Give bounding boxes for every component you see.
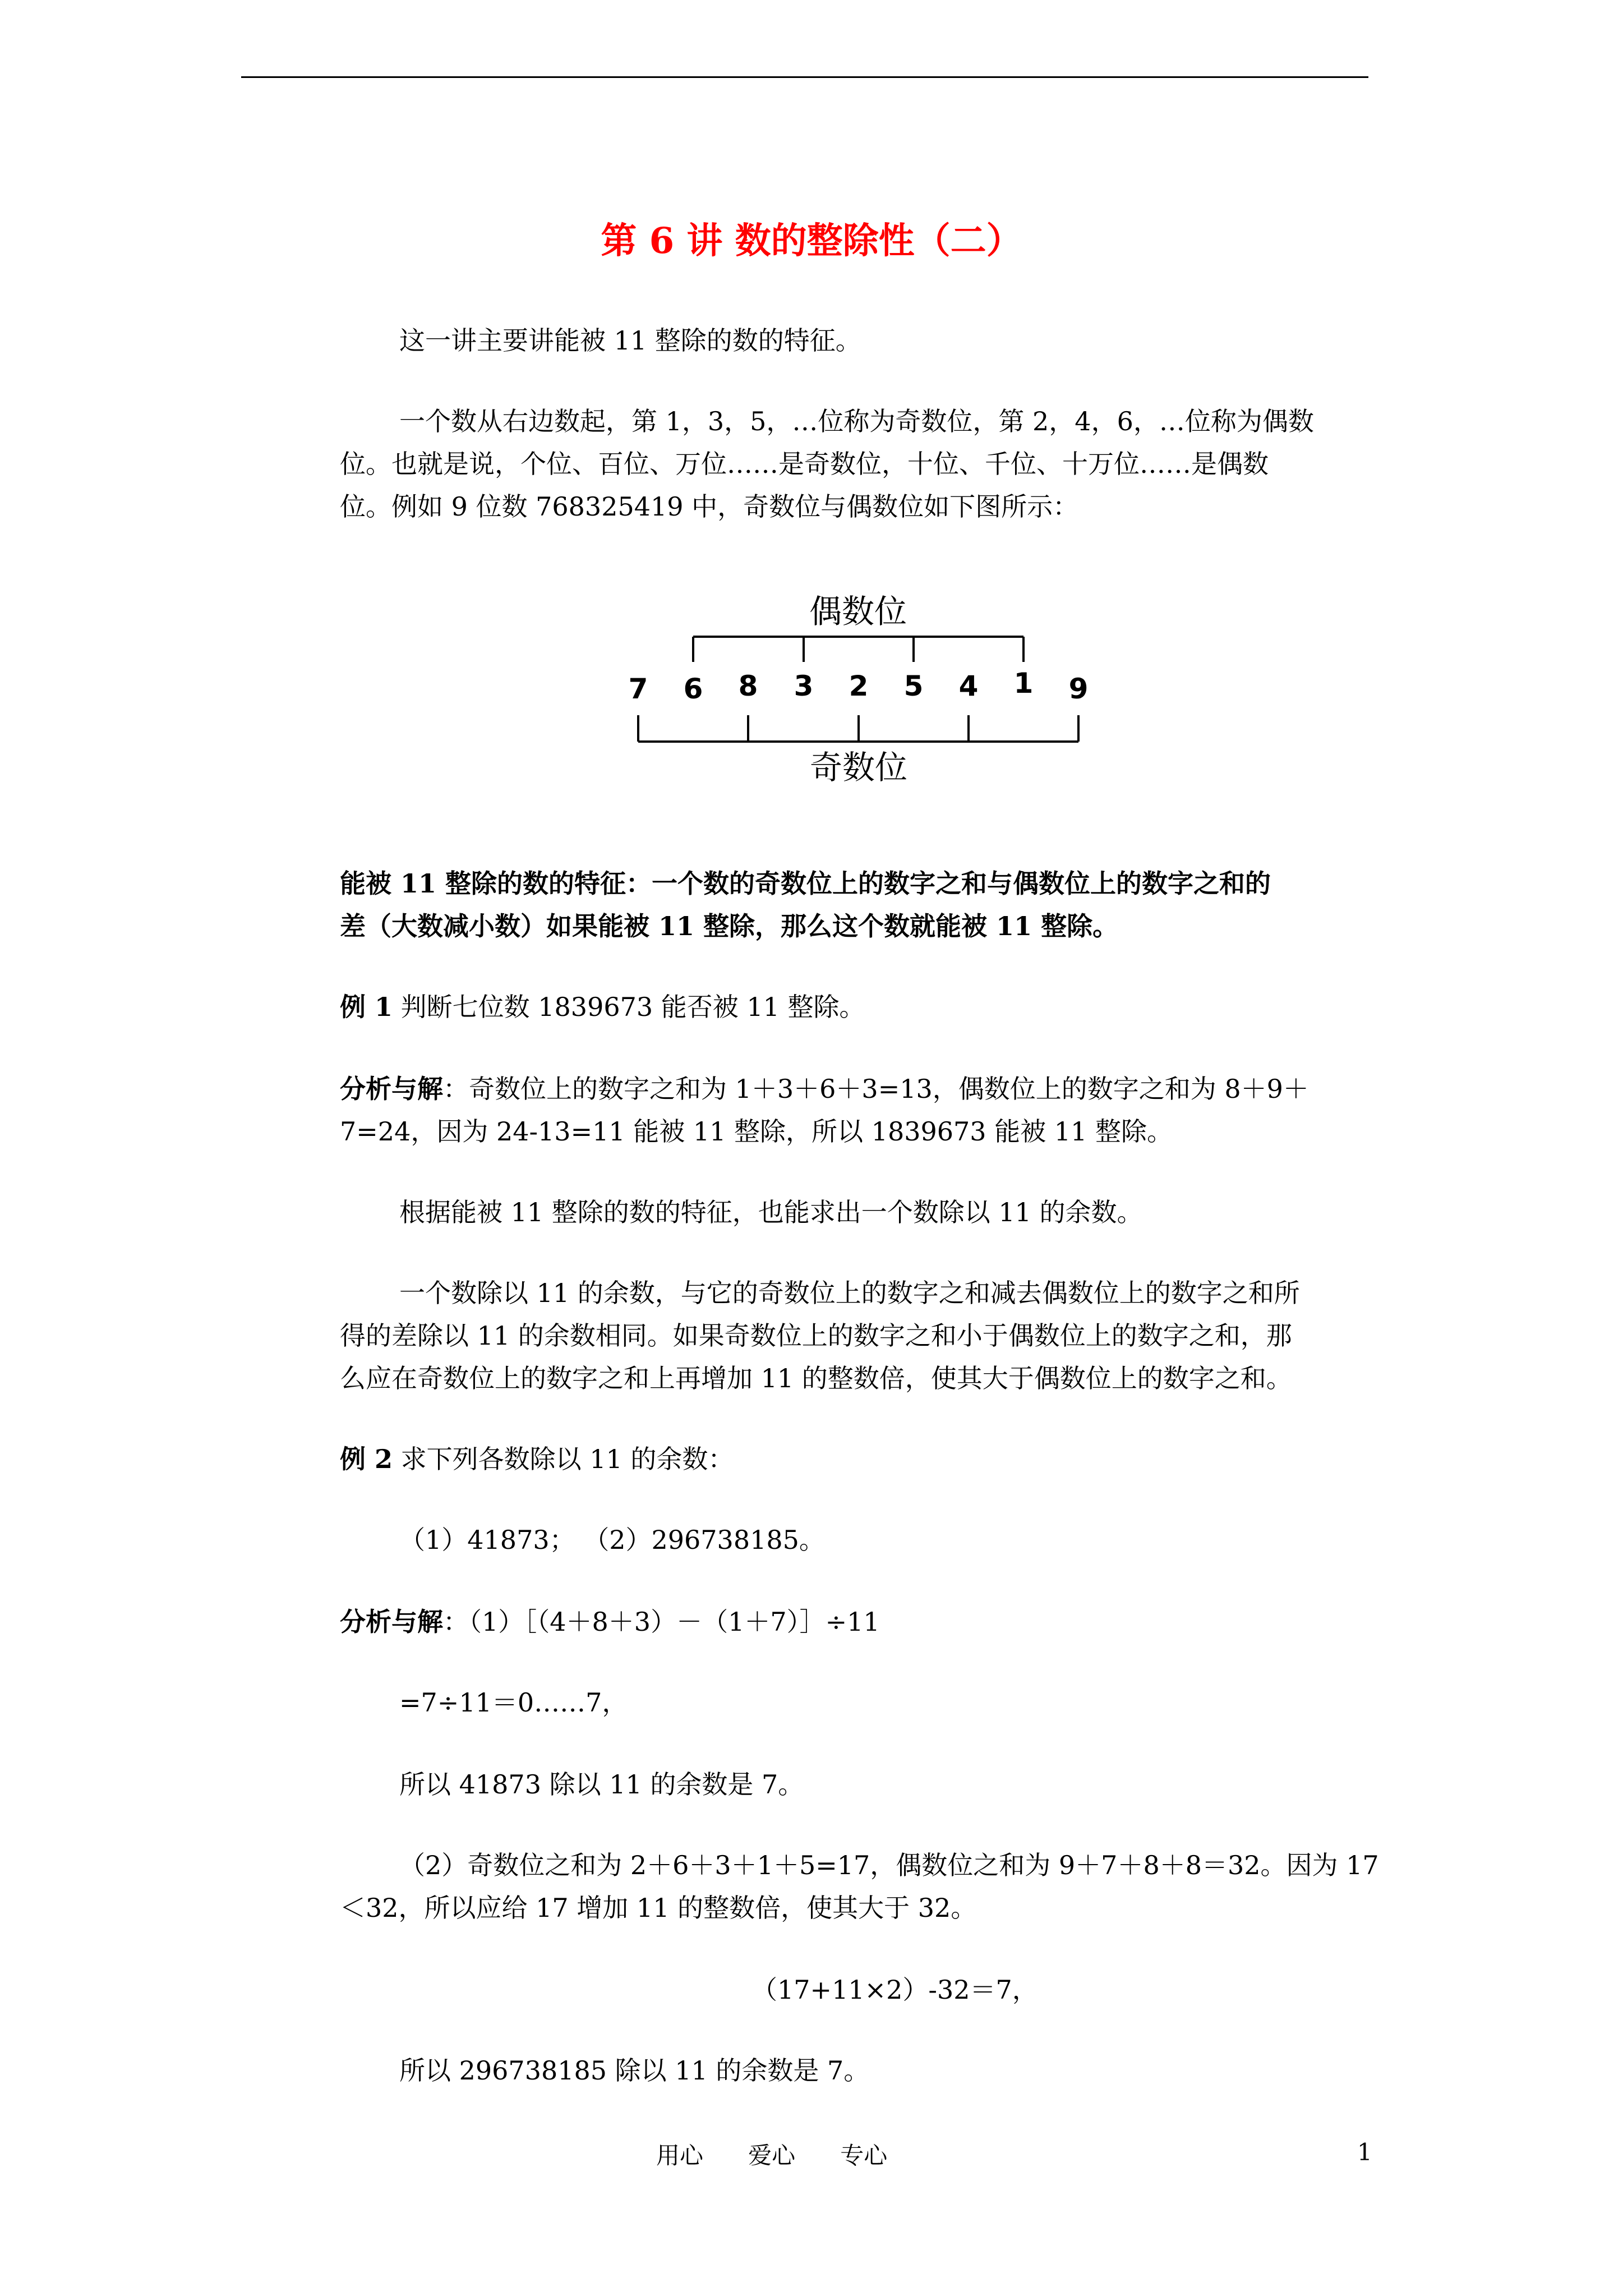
analysis-text: ：奇数位上的数字之和为 1＋3＋6＋3=13，偶数位上的数字之和为 8＋9＋ [443, 1074, 1309, 1104]
analysis-1-line: 7=24，因为 24-13=11 能被 11 整除，所以 1839673 能被 11 整除。 [340, 1116, 1173, 1147]
paragraph-line: 一个数除以 11 的余数，与它的奇数位上的数字之和减去偶数位上的数字之和所 [399, 1278, 1300, 1308]
analysis-2-line: 所以 41873 除以 11 的余数是 7。 [399, 1769, 804, 1800]
analysis-label: 分析与解 [340, 1074, 443, 1104]
paragraph: 根据能被 11 整除的数的特征，也能求出一个数除以 11 的余数。 [399, 1197, 1143, 1227]
paragraph-line: 位。例如 9 位数 768325419 中，奇数位与偶数位如下图所示： [340, 491, 1079, 522]
analysis-1-line [340, 1067, 1309, 1111]
example-text: 判断七位数 1839673 能否被 11 整除。 [393, 992, 865, 1022]
analysis-2-line: （2）奇数位之和为 2＋6＋3＋1＋5=17，偶数位之和为 9＋7＋8＋8＝32。因为 17 [399, 1850, 1379, 1880]
analysis-2-line [340, 1600, 880, 1644]
analysis-2-line: ＜32，所以应给 17 增加 11 的整数倍，使其大于 32。 [340, 1893, 977, 1923]
page-title: 第 6 讲 数的整除性（二） [601, 220, 1022, 262]
analysis-2-line: 所以 296738185 除以 11 的余数是 7。 [399, 2055, 870, 2086]
paragraph-line: 么应在奇数位上的数字之和上再增加 11 的整数倍，使其大于偶数位上的数字之和。 [340, 1363, 1292, 1393]
analysis-2-line: =7÷11＝0……7， [399, 1687, 628, 1718]
digit: 8 [738, 670, 758, 702]
example-label: 例 2 [340, 1444, 393, 1474]
digit: 2 [849, 670, 869, 702]
paragraph-line: 位。也就是说，个位、百位、万位……是奇数位，十位、千位、十万位……是偶数 [340, 449, 1269, 479]
intro-paragraph: 这一讲主要讲能被 11 整除的数的特征。 [399, 325, 861, 356]
header-rule [241, 76, 1368, 78]
example-2 [340, 1437, 734, 1481]
even-positions-label: 偶数位 [809, 592, 907, 631]
analysis-2-formula: （17+11×2）-32＝7， [751, 1975, 1038, 2005]
rule-statement-line: 能被 11 整除的数的特征：一个数的奇数位上的数字之和与偶数位上的数字之和的 [340, 868, 1271, 899]
example-2-items: （1）41873； （2）296738185。 [399, 1525, 825, 1555]
page-number: 1 [1357, 2138, 1372, 2166]
odd-positions-label: 奇数位 [809, 748, 908, 786]
footer-motto: 用心 爱心 专心 [656, 2142, 888, 2169]
digit: 1 [1013, 667, 1034, 700]
rule-statement-line: 差（大数减小数）如果能被 11 整除，那么这个数就能被 11 整除。 [340, 911, 1119, 941]
example-label: 例 1 [340, 992, 393, 1022]
digit: 6 [683, 673, 703, 705]
analysis-text: ：（1）［（4＋8＋3）－（1＋7）］÷11 [443, 1607, 880, 1637]
digit: 9 [1068, 673, 1089, 705]
digit: 4 [958, 670, 979, 702]
digit: 7 [628, 673, 648, 705]
paragraph-line: 一个数从右边数起，第 1，3，5，…位称为奇数位，第 2，4，6，…位称为偶数 [399, 406, 1314, 436]
digit: 3 [794, 670, 814, 702]
example-text: 求下列各数除以 11 的余数： [393, 1444, 734, 1474]
digit: 5 [903, 670, 924, 702]
analysis-label: 分析与解 [340, 1607, 443, 1637]
digit-position-diagram [617, 589, 1099, 802]
example-1 [340, 985, 865, 1029]
paragraph-line: 得的差除以 11 的余数相同。如果奇数位上的数字之和小于偶数位上的数字之和，那 [340, 1320, 1292, 1351]
